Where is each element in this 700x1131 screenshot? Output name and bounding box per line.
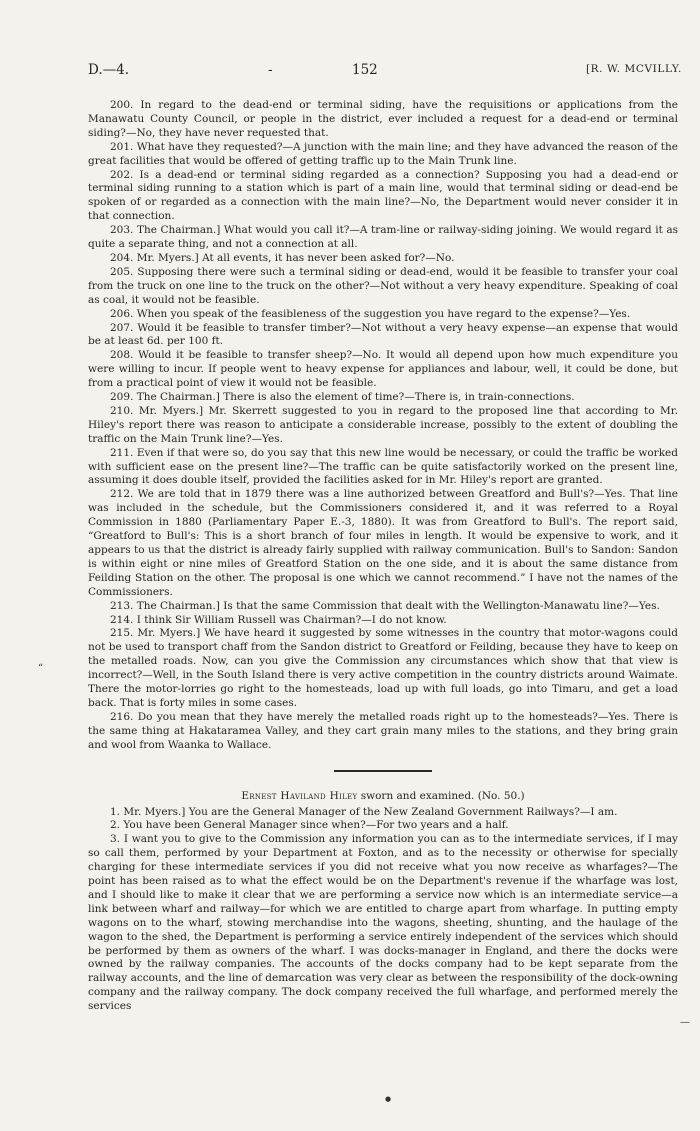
testimony-section-mcvilly [88, 99, 678, 753]
witness-number: (No. 50.) [477, 789, 525, 802]
witness-heading [88, 790, 678, 804]
margin-dash: — [680, 1017, 690, 1028]
question-answer-paragraph: 200. In regard to the dead-end or terminal siding, have the requisitions or applications from the Manawatu County Council, or people in the district, ever included a request for a dead-end or terminal siding?—No, they have never requested that. [88, 99, 678, 139]
question-answer-paragraph: 202. Is a dead-end or terminal siding regarded as a connection? Supposing you had a dead-end or terminal siding running to a station which is part of a main line, would that terminal siding or dead-end be spoken of or regarded as a connection with the main line?—No, the Department would never consider it in that connection. [88, 168, 678, 223]
question-answer-paragraph: 208. Would it be feasible to transfer sheep?—No. It would all depend upon how much expenditure you were willing to incur. If people went to heavy expense for appliances and labour, well, it could be done, but from a practical point of view it would not be feasible. [88, 349, 678, 390]
question-answer-paragraph: 212. We are told that in 1879 there was a line authorized between Greatford and Bull's?—Yes. That line was included in the schedule, but the Commissioners considered it, and it was referred to a Royal Commission in 1880 (Parliamentary Paper E.-3, 1880). It was from Greatford to Bull's. The report said, “Greatford to Bull's: This is a short branch of four miles in length. It would be expensive to work, and it appears to us that the district is already fairly supplied with railway communication. Bull's to Sandon: Sandon is within eight or nine miles of Greatford Station on the one side, and it is about the same distance from Feilding Station on the other. The proposal is one which we cannot recommend.” I have not the names of the Commissioners. [88, 488, 678, 598]
question-answer-paragraph: 205. Supposing there were such a terminal siding or dead-end, would it be feasible to transfer your coal from the truck on one line to the truck on the other?—Not without a very heavy expenditure. Speaking of coal as coal, it would not be feasible. [88, 265, 678, 306]
question-answer-paragraph: 215. Mr. Myers.] We have heard it suggested by some witnesses in the country that motor-wagons could not be used to transport chaff from the Sandon district to Greatford or Feilding, because they have to keep on the metalled roads. Now, can you give the Commission any circumstances which show that that view is incorrect?—Well, in the South Island there is very active competition in the country districts around Waimate. There the motor-lorries go right to the homesteads, load up with full loads, go into Timaru, and get a load back. That is forty miles in some cases. [88, 627, 678, 709]
page-number: 152 [352, 62, 378, 78]
question-answer-paragraph: 216. Do you mean that they have merely the metalled roads right up to the homesteads?—Yes. There is the same thing at Hakataramea Valley, and they cart grain many miles to the stations, and they bring grain and wool from Waanka to Wallace. [88, 710, 678, 751]
page-header [70, 62, 682, 84]
footer-dot: ● [385, 1095, 392, 1103]
question-answer-paragraph: 2. You have been General Manager since when?—For two years and a half. [110, 819, 509, 832]
question-answer-paragraph: 213. The Chairman.] Is that the same Commission that dealt with the Wellington-Manawatu line?—Yes. [110, 599, 660, 612]
question-answer-paragraph: 206. When you speak of the feasibleness of the suggestion you have regard to the expense?—Yes. [110, 307, 631, 320]
question-answer-paragraph: 211. Even if that were so, do you say that this new line would be necessary, or could the traffic be worked with sufficient ease on the present line?—The traffic can be quite satisfactorily worked on the present line, assuming it does double itself, provided the facilities asked for in Mr. Hiley's report are granted. [88, 446, 678, 487]
margin-mark: “ [38, 663, 44, 674]
document-reference: D.—4. [88, 62, 130, 78]
witness-name: Ernest Haviland Hiley [241, 789, 358, 802]
question-answer-paragraph: 204. Mr. Myers.] At all events, it has never been asked for?—No. [110, 251, 455, 264]
section-divider [334, 770, 432, 772]
question-answer-paragraph: 3. I want you to give to the Commission any information you can as to the intermediate services, if I may so call them, performed by your Department at Foxton, and as to the necessity or otherwise for specially charging for these intermediate services if you did not receive what you now receive as wharfages?—The point has been raised as to what the effect would be on the Department's revenue if the wharfage was lost, and I should like to make it clear that we are performing a service now which is an intermediate service—a link between wharf and railway—for which we are entitled to charge apart from wharfage. In putting empty wagons on to the wharf, stowing merchandise into the wagons, sheeting, shunting, and the haulage of the wagon to the shed, the Department is performing a service entirely independent of the services which should be performed by them as owners of the wharf. I was docks-manager in England, and there the docks were owned by the railway companies. The accounts of the docks company had to be kept separate from the railway accounts, and the line of demarcation was very clear as between the responsibility of the dock-owning company and the railway company. The dock company received the full wharfage, and performed merely the services [88, 833, 678, 1013]
testimony-section-hiley [88, 806, 678, 1015]
question-answer-paragraph: 1. Mr. Myers.] You are the General Manager of the New Zealand Government Railways?—I am. [110, 805, 618, 818]
document-page [70, 62, 682, 1013]
question-answer-paragraph: 203. The Chairman.] What would you call it?—A tram-line or railway-siding joining. We would regard it as quite a separate thing, and not a connection at all. [88, 224, 678, 251]
witness-running-head: [R. W. MCVILLY. [585, 63, 682, 75]
question-answer-paragraph: 209. The Chairman.] There is also the element of time?—There is, in train-connections. [110, 391, 575, 404]
question-answer-paragraph: 207. Would it be feasible to transfer timber?—Not without a very heavy expense—an expense that would be at least 6d. per 100 ft. [88, 321, 678, 348]
witness-suffix: sworn and examined. [360, 789, 475, 802]
header-dash: - [268, 62, 273, 78]
question-answer-paragraph: 210. Mr. Myers.] Mr. Skerrett suggested to you in regard to the proposed line that according to Mr. Hiley's report there was reason to anticipate a considerable increase, possibly to the extent of doubling the traffic on the Main Trunk line?—Yes. [88, 404, 678, 445]
question-answer-paragraph: 214. I think Sir William Russell was Chairman?—I do not know. [110, 613, 447, 626]
document-body [88, 99, 678, 1014]
question-answer-paragraph: 201. What have they requested?—A junction with the main line; and they have advanced the reason of the great facilities that would be offered of getting traffic up to the Main Trunk line. [88, 140, 678, 167]
